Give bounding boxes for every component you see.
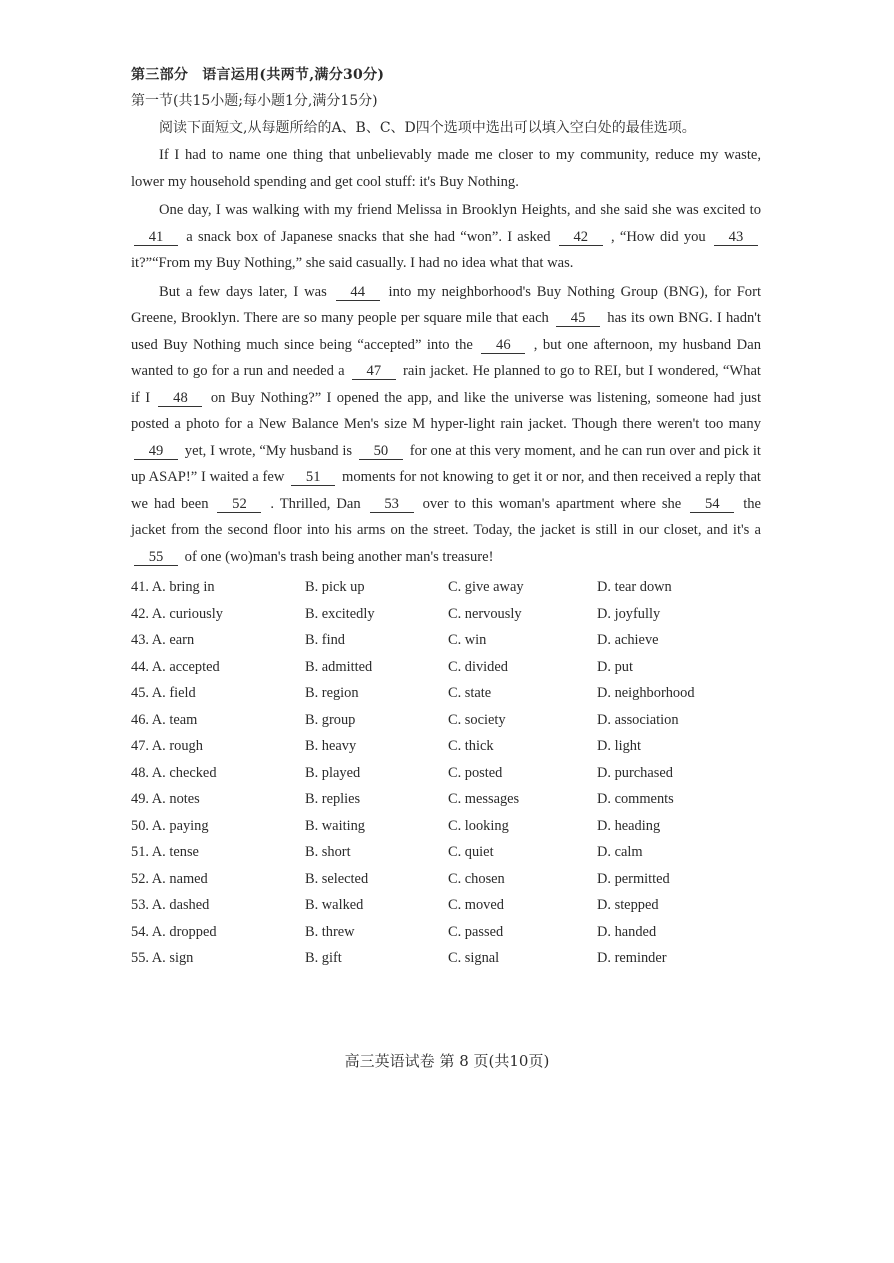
blank-55: 55 — [134, 549, 178, 566]
option-42-c: C. nervously — [448, 605, 522, 622]
option-55-d: D. reminder — [597, 950, 667, 966]
option-row-47 — [131, 733, 761, 760]
passage-text: But a few days later, I was — [159, 283, 327, 300]
option-53-c: C. moved — [448, 897, 504, 913]
option-row-46 — [131, 707, 761, 734]
option-row-53 — [131, 892, 761, 919]
option-47-b: B. heavy — [305, 738, 357, 754]
passage-paragraph-1: If I had to name one thing that unbelievably made me closer to my community, reduce my waste, lower my household spending and get cool stuff: it's Buy Nothing. — [131, 147, 761, 190]
option-41-b: B. pick up — [305, 579, 365, 595]
blank-46: 46 — [481, 337, 525, 354]
passage-text: , “How did you — [611, 228, 706, 245]
blank-54: 54 — [690, 496, 734, 513]
instruction-text: 阅读下面短文,从每题所给的A、B、C、D四个选项中选出可以填入空白处的最佳选项。 — [159, 120, 696, 136]
blank-53: 53 — [370, 496, 414, 513]
option-42-b: B. excitedly — [305, 605, 375, 622]
option-55-a: 55. A. sign — [131, 950, 194, 966]
option-42-d: D. joyfully — [597, 605, 661, 622]
option-44-c: C. divided — [448, 658, 508, 675]
option-54-a: 54. A. dropped — [131, 923, 217, 940]
option-row-45 — [131, 680, 761, 707]
blank-52: 52 — [217, 496, 261, 513]
option-47-d: D. light — [597, 738, 641, 754]
option-48-c: C. posted — [448, 764, 503, 781]
option-49-c: C. messages — [448, 791, 520, 807]
blank-50: 50 — [359, 443, 403, 460]
blank-44: 44 — [336, 284, 380, 301]
answer-options — [131, 574, 761, 972]
option-row-42 — [131, 601, 761, 628]
option-50-b: B. waiting — [305, 817, 365, 834]
blank-49: 49 — [134, 443, 178, 460]
option-47-a: 47. A. rough — [131, 738, 203, 754]
passage-text: moments for not knowing to get it or nor, and then received a reply that we had been — [131, 469, 761, 512]
passage-text: into my neighborhood's Buy Nothing Group (BNG), for Fort Greene, Brooklyn. There are so many people per square mile that each — [131, 283, 762, 326]
sub-section-title: 第一节(共15小题;每小题1分,满分15分) — [131, 93, 378, 109]
option-52-b: B. selected — [305, 870, 369, 887]
blank-48: 48 — [158, 390, 202, 407]
option-41-a: 41. A. bring in — [131, 579, 215, 595]
page-footer: 高三英语试卷 第 8 页(共10页) — [344, 1052, 550, 1070]
option-41-c: C. give away — [448, 579, 524, 595]
option-45-b: B. region — [305, 685, 359, 701]
passage-text: . Thrilled, Dan — [270, 495, 361, 512]
option-49-d: D. comments — [597, 791, 674, 807]
option-50-a: 50. A. paying — [131, 817, 209, 834]
option-49-b: B. replies — [305, 791, 361, 807]
option-row-49 — [131, 786, 761, 813]
option-row-50 — [131, 813, 761, 840]
option-row-43 — [131, 627, 761, 654]
option-row-44 — [131, 654, 761, 681]
option-51-a: 51. A. tense — [131, 844, 199, 860]
passage-text: for one at this very moment, and he can run over and pick it up ASAP!” I waited a few — [131, 442, 761, 485]
option-44-b: B. admitted — [305, 658, 373, 675]
option-49-a: 49. A. notes — [131, 791, 200, 807]
option-52-c: C. chosen — [448, 870, 505, 887]
option-52-a: 52. A. named — [131, 870, 208, 887]
option-51-d: D. calm — [597, 844, 643, 860]
passage-text: has its own BNG. I hadn't used Buy Nothing much since being “accepted” into the — [131, 310, 761, 353]
option-row-41 — [131, 574, 761, 601]
option-51-b: B. short — [305, 844, 351, 860]
option-41-d: D. tear down — [597, 579, 672, 595]
section-heading — [131, 62, 761, 88]
passage-text: over to this woman's apartment where she — [422, 495, 682, 512]
option-46-a: 46. A. team — [131, 711, 198, 728]
option-43-a: 43. A. earn — [131, 632, 195, 648]
passage-text: the jacket from the second floor into his arms on the street. Today, the jacket is still in our closet, and it's a — [131, 495, 762, 538]
option-48-a: 48. A. checked — [131, 764, 217, 781]
option-54-b: B. threw — [305, 923, 355, 940]
option-46-b: B. group — [305, 711, 356, 728]
blank-43: 43 — [714, 229, 758, 246]
option-45-d: D. neighborhood — [597, 685, 695, 701]
passage-text: , but one afternoon, my husband Dan wanted to go for a run and needed a — [131, 336, 761, 379]
passage-text: of one (wo)man's trash being another man's treasure! — [184, 548, 494, 565]
part-title: 语言运用(共两节,满分30分) — [202, 67, 385, 83]
option-48-d: D. purchased — [597, 764, 673, 781]
passage-paragraph-2 — [131, 197, 761, 277]
blank-42: 42 — [559, 229, 603, 246]
passage-text: on Buy Nothing?” I opened the app, and like the universe was listening, someone had just posted a photo for a New Balance Men's size M hyper-light rain jacket. Though there weren't too many — [131, 389, 761, 432]
option-row-54 — [131, 919, 761, 946]
passage-text: One day, I was walking with my friend Melissa in Brooklyn Heights, and she said she was excited to — [159, 202, 761, 218]
option-44-a: 44. A. accepted — [131, 658, 220, 675]
option-43-d: D. achieve — [597, 632, 659, 648]
option-45-a: 45. A. field — [131, 685, 196, 701]
option-46-d: D. association — [597, 711, 679, 728]
option-53-b: B. walked — [305, 897, 364, 913]
option-row-48 — [131, 760, 761, 787]
option-45-c: C. state — [448, 685, 492, 701]
option-43-c: C. win — [448, 632, 487, 648]
option-44-d: D. put — [597, 658, 633, 675]
passage-text: yet, I wrote, “My husband is — [184, 442, 353, 459]
option-47-c: C. thick — [448, 738, 494, 754]
blank-47: 47 — [352, 363, 396, 380]
option-53-d: D. stepped — [597, 897, 659, 913]
option-42-a: 42. A. curiously — [131, 605, 223, 622]
option-55-c: C. signal — [448, 950, 500, 966]
option-50-c: C. looking — [448, 817, 509, 834]
passage-paragraph-3 — [131, 279, 761, 571]
blank-45: 45 — [556, 310, 600, 327]
option-row-52 — [131, 866, 761, 893]
passage-text: rain jacket. He planned to go to REI, but I wondered, “What if I — [131, 363, 761, 406]
part-label: 第三部分 — [131, 67, 189, 83]
option-48-b: B. played — [305, 764, 361, 781]
option-54-c: C. passed — [448, 923, 504, 940]
option-53-a: 53. A. dashed — [131, 897, 210, 913]
option-46-c: C. society — [448, 711, 506, 728]
option-51-c: C. quiet — [448, 844, 494, 860]
option-52-d: D. permitted — [597, 870, 670, 887]
passage-text: a snack box of Japanese snacks that she had “won”. I asked — [186, 228, 551, 245]
option-row-55 — [131, 945, 761, 972]
option-55-b: B. gift — [305, 950, 342, 966]
blank-51: 51 — [291, 469, 335, 486]
option-54-d: D. handed — [597, 923, 657, 940]
option-43-b: B. find — [305, 632, 345, 648]
exam-content — [131, 62, 761, 972]
passage-text: it?”“From my Buy Nothing,” she said casually. I had no idea what that was. — [131, 255, 574, 271]
option-row-51 — [131, 839, 761, 866]
option-50-d: D. heading — [597, 817, 661, 834]
blank-41: 41 — [134, 229, 178, 246]
